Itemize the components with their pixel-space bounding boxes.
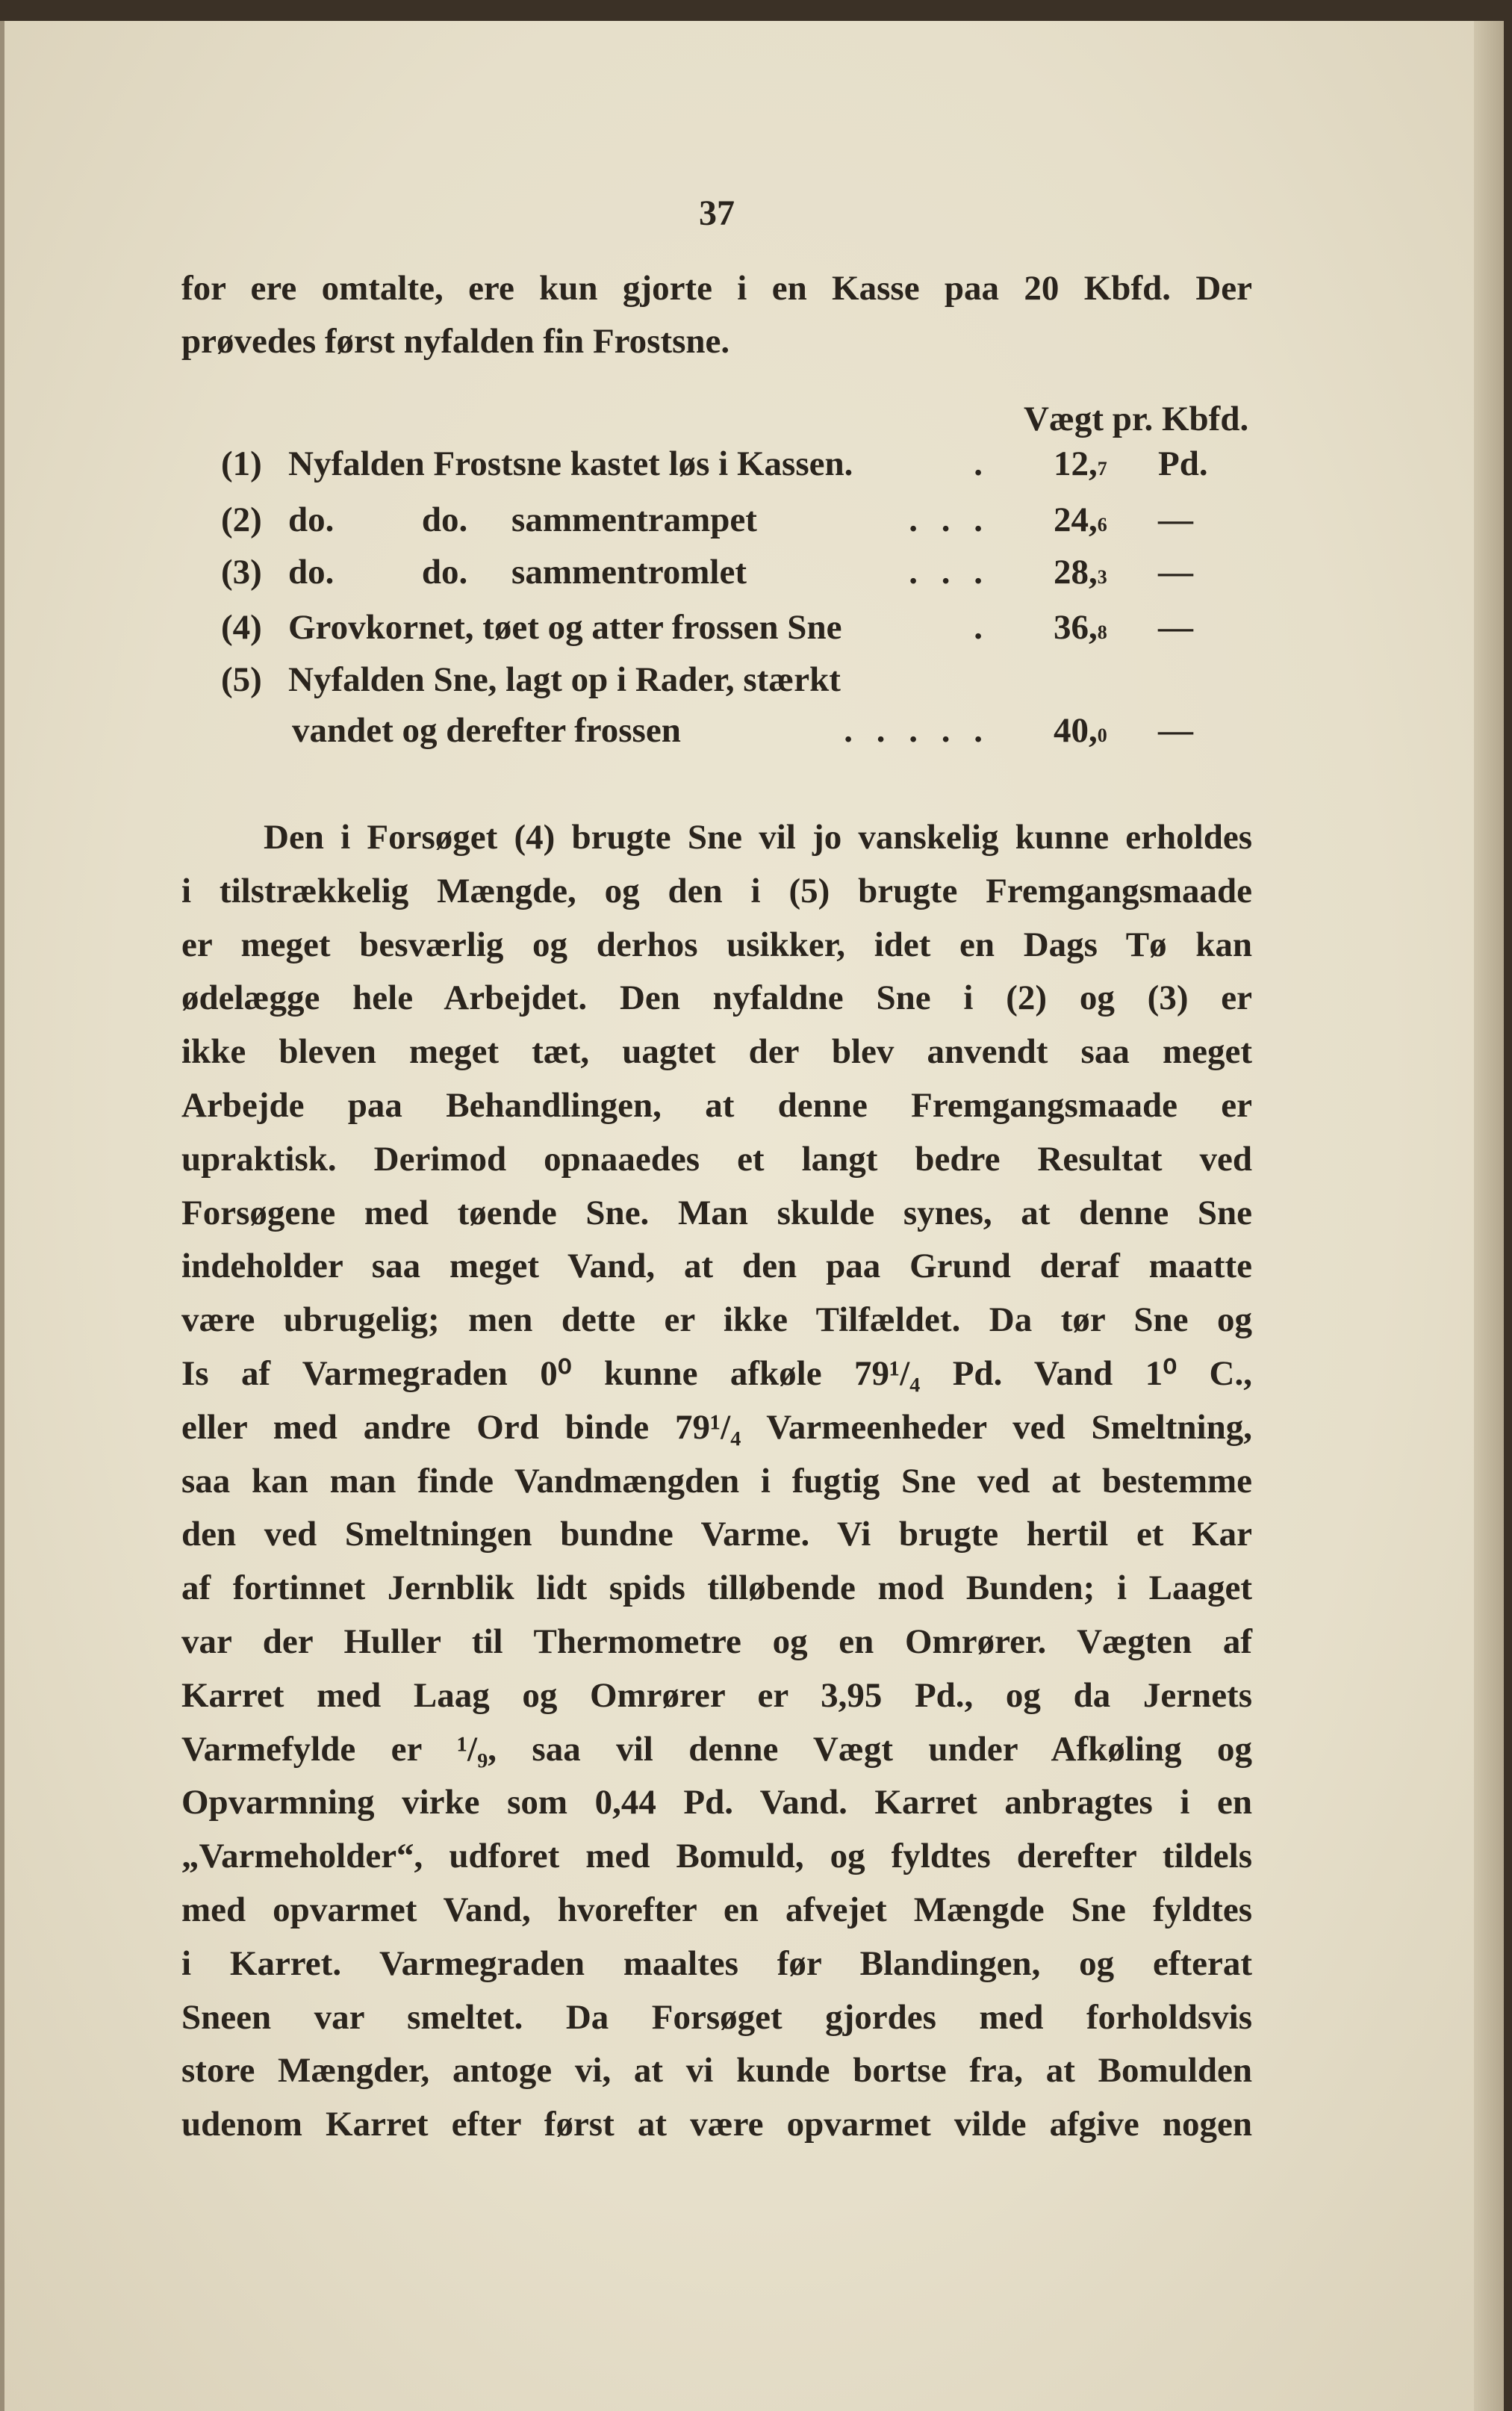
text-line: Varmefylde er ¹/₉, saa vil denne Vægt under Afkøling og <box>181 1729 1252 1769</box>
text-line: Forsøgene med tøende Sne. Man skulde synes, at denne Sne <box>181 1193 1252 1232</box>
text-line: store Mængder, antoge vi, at vi kunde bortse fra, at Bomulden <box>181 2051 1252 2091</box>
table-header: Vægt pr. Kbfd. <box>1024 400 1249 438</box>
value-integer: 12, <box>1054 444 1098 483</box>
text-line: prøvedes først nyfalden fin Frostsne. <box>181 322 730 361</box>
text-line: saa kan man finde Vandmængden i fugtig Sne ved at bestemme <box>181 1461 1252 1501</box>
text-line: ikke bleven meget tæt, uagtet der blev anvendt saa meget <box>181 1032 1252 1072</box>
text-line: af fortinnet Jernblik lidt spids tilløbende mod Bunden; i Laaget <box>181 1568 1252 1608</box>
text-line: „Varmeholder“, udforet med Bomuld, og fyldtes derefter tildels <box>181 1837 1252 1876</box>
page-edge <box>1474 21 1504 2411</box>
row-description: Grovkornet, tøet og atter frossen Sne <box>288 608 842 647</box>
text-line: Is af Varmegraden 0⁰ kunne afkøle 79¹/₄ Pd. Vand 1⁰ C., <box>181 1354 1252 1393</box>
row-dots: . . . <box>909 500 990 539</box>
text-line: den ved Smeltningen bundne Varme. Vi brugte hertil et Kar <box>181 1515 1252 1554</box>
text-line: Karret med Laag og Omrører er 3,95 Pd., og da Jernets <box>181 1675 1252 1715</box>
row-value <box>1054 443 1107 490</box>
row-number: (5) <box>221 660 262 699</box>
row-unit: — <box>1158 553 1193 592</box>
text-line: for ere omtalte, ere kun gjorte i en Kasse paa 20 Kbfd. Der <box>181 269 1252 308</box>
row-value <box>1054 710 1107 757</box>
text-line: Den i Forsøget (4) brugte Sne vil jo vanskelig kunne erholdes <box>264 818 1252 857</box>
text-line: Arbejde paa Behandlingen, at denne Fremgangsmaade er <box>181 1086 1252 1125</box>
row-number: (4) <box>221 608 262 647</box>
value-decimal: 6 <box>1097 514 1107 536</box>
row-description: Nyfalden Sne, lagt op i Rader, stærkt <box>288 660 841 699</box>
value-integer: 40, <box>1054 711 1098 750</box>
row-description: do. do. sammentromlet <box>288 553 747 592</box>
value-integer: 36, <box>1054 608 1098 647</box>
row-number: (3) <box>221 553 262 592</box>
text-line: i Karret. Varmegraden maaltes før Blandingen, og efterat <box>181 1943 1252 1983</box>
row-value <box>1054 499 1107 546</box>
text-line: ødelægge hele Arbejdet. Den nyfaldne Sne i (2) og (3) er <box>181 978 1252 1018</box>
value-integer: 24, <box>1054 500 1098 539</box>
row-number: (1) <box>221 444 262 483</box>
row-unit: — <box>1158 608 1193 647</box>
text-line: upraktisk. Derimod opnaaedes et langt bedre Resultat ved <box>181 1139 1252 1179</box>
row-unit: — <box>1158 500 1193 539</box>
text-line: i tilstrækkelig Mængde, og den i (5) brugte Fremgangsmaade <box>181 871 1252 910</box>
row-description: vandet og derefter frossen <box>292 711 681 750</box>
page-number: 37 <box>699 193 735 233</box>
row-dots: . <box>974 608 990 647</box>
row-dots: . . . . . <box>844 711 990 750</box>
row-value <box>1054 551 1107 598</box>
row-description: do. do. sammentrampet <box>288 500 757 539</box>
row-unit: Pd. <box>1158 444 1208 483</box>
text-line: eller med andre Ord binde 79¹/₄ Varmeenheder ved Smeltning, <box>181 1407 1252 1447</box>
text-line: Opvarmning virke som 0,44 Pd. Vand. Karret anbragtes i en <box>181 1783 1252 1822</box>
row-dots: . <box>974 444 990 483</box>
row-value <box>1054 606 1107 654</box>
text-line: indeholder saa meget Vand, at den paa Grund deraf maatte <box>181 1247 1252 1286</box>
row-number: (2) <box>221 500 262 539</box>
value-decimal: 8 <box>1097 621 1107 643</box>
text-line: er meget besværlig og derhos usikker, idet en Dags Tø kan <box>181 925 1252 964</box>
row-dots: . . . <box>909 553 990 592</box>
book-page <box>0 21 1504 2411</box>
text-line: være ubrugelig; men dette er ikke Tilfældet. Da tør Sne og <box>181 1300 1252 1340</box>
value-decimal: 0 <box>1097 724 1107 746</box>
text-line: udenom Karret efter først at være opvarmet vilde afgive nogen <box>181 2105 1252 2144</box>
value-decimal: 3 <box>1097 566 1107 588</box>
row-unit: — <box>1158 711 1193 750</box>
value-integer: 28, <box>1054 553 1098 592</box>
value-decimal: 7 <box>1097 458 1107 480</box>
text-line: Sneen var smeltet. Da Forsøget gjordes med forholdsvis <box>181 1997 1252 2037</box>
text-line: med opvarmet Vand, hvorefter en afvejet Mængde Sne fyldtes <box>181 1890 1252 1929</box>
text-line: var der Huller til Thermometre og en Omrører. Vægten af <box>181 1622 1252 1661</box>
row-description: Nyfalden Frostsne kastet løs i Kassen. <box>288 444 853 483</box>
